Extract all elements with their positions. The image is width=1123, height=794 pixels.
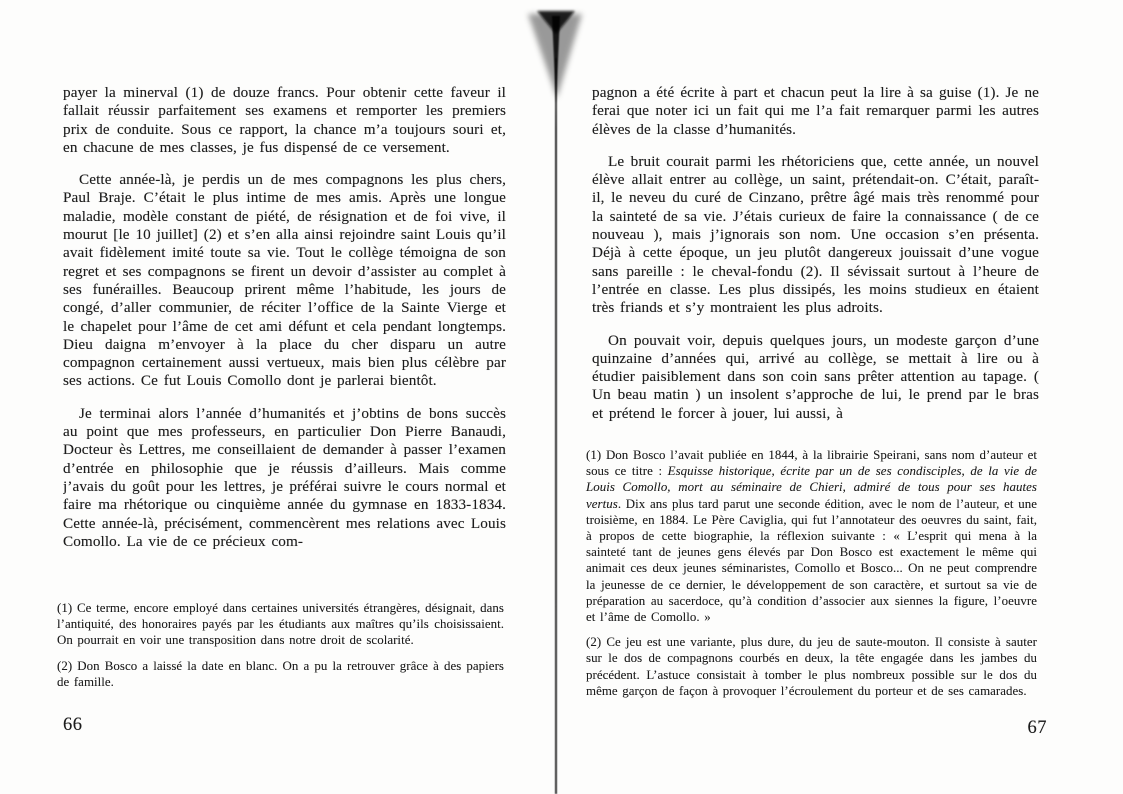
footnote: (1) Ce terme, encore employé dans certaines universités étrangères, désignait, dans l’antiquité, des honoraires payés par les étudiants aux maîtres qu’ils choisissaient. On pourrait en voir une transposition dans notre droit de scolarité. bbox=[57, 601, 504, 648]
left-page-footnotes bbox=[57, 600, 504, 690]
page-number-right: 67 bbox=[1027, 718, 1047, 738]
book-page-left bbox=[57, 84, 506, 790]
footnote-text: . Dix ans plus tard parut une seconde édition, avec le nom de l’auteur, et une troisième, en 1884. Le Père Caviglia, qui fut l’annotateur des oeuvres du saint, fait, à propos de cette biographie, la réflexion suivante : « L’esprit qui mena à la sainteté tant de jeunes gens élevés par Don Bosco est exactement le même qui animait ces deux jeunes séminaristes, Comollo et Bosco... On ne peut comprendre la jeunesse de ce dernier, le développement de son caractère, et surtout sa vie de préparation au sacerdoce, qu’à condition d’associer aux siennes la figure, l’oeuvre et l’âme de Comollo. » bbox=[586, 496, 1037, 625]
footnote: (2) Ce jeu est une variante, plus dure, du jeu de saute-mouton. Il consiste à sauter sur le dos de compagnons courbés en deux, la tête engagée dans les jambes du précédent. L’astuce consistait à tomber le plus nombreux possible sur le dos du même garçon de façon à provoquer l’écroulement du porteur et de ses camarades. bbox=[586, 635, 1037, 698]
left-page-body bbox=[63, 84, 506, 598]
right-page-body bbox=[592, 84, 1039, 445]
footnote-text: (1) Don Bosco l’avait publiée en 1844, à la librairie Speirani, sans nom d’auteur et sous ce titre : bbox=[586, 448, 1037, 479]
right-page-footnotes bbox=[586, 447, 1037, 699]
body-paragraph: Cette année-là, je perdis un de mes compagnons les plus chers, Paul Braje. C’était le plus intime de mes amis. Après une longue maladie, modèle constant de piété, de résignation et de foi vive, il mourut [le 10 juillet] (2) et s’en alla ainsi rejoindre saint Louis qu’il avait fidèlement imité toute sa vie. Tout le collège témoigna de son regret et ses compagnons se firent un devoir d’assister au complet à ses funérailles. Beaucoup prirent même l’habitude, les jours de congé, d’aller communier, de réciter l’office de la Sainte Vierge et le chapelet pour l’âme de cet ami défunt et cela pendant longtemps. Dieu daigna m’envoyer à la place du cher disparu un autre compagnon certainement aussi vertueux, mais bien plus célèbre par ses actions. Ce fut Louis Comollo dont je parlerai bientôt. bbox=[63, 171, 506, 390]
footnote-book-title: Esquisse historique, écrite par un de ses condisciples, de la vie de Louis Comollo, mort au séminaire de Chieri, admiré de tous pour ses hautes vertus bbox=[586, 464, 1037, 511]
footnote: (2) Don Bosco a laissé la date en blanc. On a pu la retrouver grâce à des papiers de famille. bbox=[57, 658, 504, 689]
body-paragraph: On pouvait voir, depuis quelques jours, un modeste garçon d’une quinzaine d’années qui, arrivé au collège, se mettait à lire ou à étudier paisiblement dans son coin sans prêter attention au tapage. ( Un beau matin ) un insolent s’approche de lui, le prend par le bras et prétend le forcer à jouer, lui aussi, à bbox=[592, 331, 1039, 422]
body-paragraph: payer la minerval (1) de douze francs. Pour obtenir cette faveur il fallait réussir parfaitement ses examens et remporter les premiers prix de conduite. Sous ce rapport, la chance m’a toujours souri et, en chacune de mes classes, je fus dispensé de ce versement. bbox=[63, 84, 506, 156]
body-paragraph: pagnon a été écrite à part et chacun peut la lire à sa guise (1). Je ne ferai que noter ici un fait qui me l’a fait remarquer parmi les autres élèves de la classe d’humanités. bbox=[592, 84, 1039, 138]
gutter-shadow-line bbox=[555, 58, 557, 794]
page-number-left: 66 bbox=[63, 715, 83, 735]
body-paragraph: Je terminai alors l’année d’humanités et j’obtins de bons succès au point que mes professeurs, en particulier Don Pierre Banaudi, Docteur ès Lettres, me conseillaient de demander à passer l’examen d’entrée en philosophie que je réussis d’ailleurs. Mais comme j’avais du goût pour les lettres, je préférai suivre le cours normal et faire ma rhétorique ou cinquième année du gymnase en 1833-1834. Cette année-là, précisément, commencèrent mes relations avec Louis Comollo. La vie de ce précieux com- bbox=[63, 404, 506, 550]
scan-smudge-artifact bbox=[512, 4, 600, 108]
footnote bbox=[586, 447, 1037, 625]
body-paragraph: Le bruit courait parmi les rhétoriciens que, cette année, un nouvel élève allait entrer au collège, un saint, prétendait-on. C’était, paraît-il, le neveu du curé de Cinzano, prêtre âgé mais très renommé pour la sainteté de sa vie. J’étais curieux de faire la connaissance ( de ce nouveau ), mais j’ignorais son nom. Une occasion s’en présenta. Déjà à cette époque, un jeu plutôt dangereux jouissait d’une vogue sans pareille : le cheval-fondu (2). Il sévissait surtout à l’heure de l’entrée en classe. Les plus dissipés, les moins studieux en étaient très friands et s’y montraient les plus adroits. bbox=[592, 152, 1039, 317]
book-page-right bbox=[586, 84, 1047, 790]
